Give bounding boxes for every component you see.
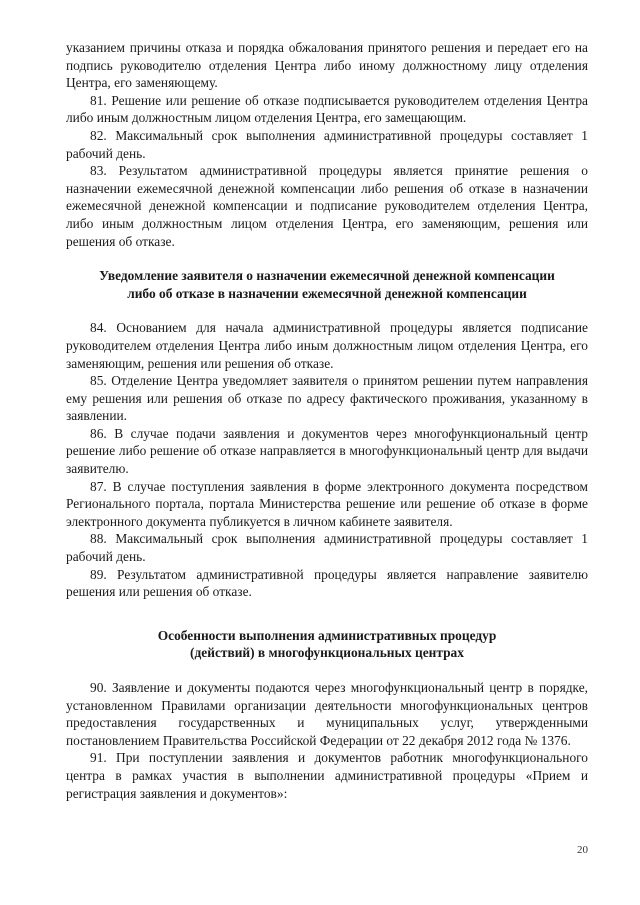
section-heading-mfc <box>66 627 588 662</box>
page-content <box>66 39 588 802</box>
paragraph-86: 86. В случае подачи заявления и документов через многофункциональный центр решение либо решение об отказе направляется в многофункциональный центр для выдачи заявителю. <box>66 425 588 477</box>
paragraph-80-continuation: указанием причины отказа и порядка обжалования принятого решения и передает его на подпись руководителю отделения Центра либо иному должностному лицу отделения Центра, его заменяющему. <box>66 40 588 91</box>
paragraph-82: 82. Максимальный срок выполнения административной процедуры составляет 1 рабочий день. <box>66 127 588 161</box>
paragraph-90: 90. Заявление и документы подаются через многофункциональный центр в порядке, установленном Правилами организации деятельности многофункциональных центров предоставления государственных и муниципальных услуг, утвержденными постановлением Правительства Российской Федерации от 22 декабря 2012 года № 1376. <box>66 680 588 748</box>
paragraph-81: 81. Решение или решение об отказе подписывается руководителем отделения Центра либо иным должностным лицом отделения Центра, его замещающим. <box>66 92 588 126</box>
section-heading-notification <box>66 267 588 302</box>
paragraph-83: 83. Результатом административной процедуры является принятие решения о назначении ежемесячной денежной компенсации либо решения об отказе в назначении ежемесячной денежной компенсации и подписание руководителем отделения Центра, либо иным должностным лицом отделения Центра, его заменяющим, решения или решения об отказе. <box>66 163 588 249</box>
paragraph-91: 91. При поступлении заявления и документов работник многофункционального центра в рамках участия в выполнении административной процедуры «Прием и регистрация заявления и документов»: <box>66 750 588 801</box>
page-number: 20 <box>577 844 588 856</box>
paragraph-85: 85. Отделение Центра уведомляет заявителя о принятом решении путем направления ему решения или решения об отказе по адресу фактического проживания, указанному в заявлении. <box>66 373 588 424</box>
section-heading-mfc-line2: (действий) в многофункциональных центрах <box>190 645 464 661</box>
section-heading-notification-line1: Уведомление заявителя о назначении ежемесячной денежной компенсации <box>99 268 555 284</box>
section-heading-notification-line2: либо об отказе в назначении ежемесячной денежной компенсации <box>127 285 527 301</box>
section-heading-mfc-line1: Особенности выполнения административных процедур <box>157 627 497 643</box>
paragraph-84: 84. Основанием для начала административной процедуры является подписание руководителем отделения Центра либо иным должностным лицом отделения Центра, его заменяющим, решения или решения об отказе. <box>66 320 588 371</box>
paragraph-87: 87. В случае поступления заявления в форме электронного документа посредством Регионального портала, портала Министерства решение или решение об отказе в форме электронного документа публикуется в личном кабинете заявителя. <box>66 478 588 529</box>
paragraph-88: 88. Максимальный срок выполнения административной процедуры составляет 1 рабочий день. <box>66 531 588 565</box>
paragraph-89: 89. Результатом административной процедуры является направление заявителю решения или решения об отказе. <box>66 566 588 600</box>
